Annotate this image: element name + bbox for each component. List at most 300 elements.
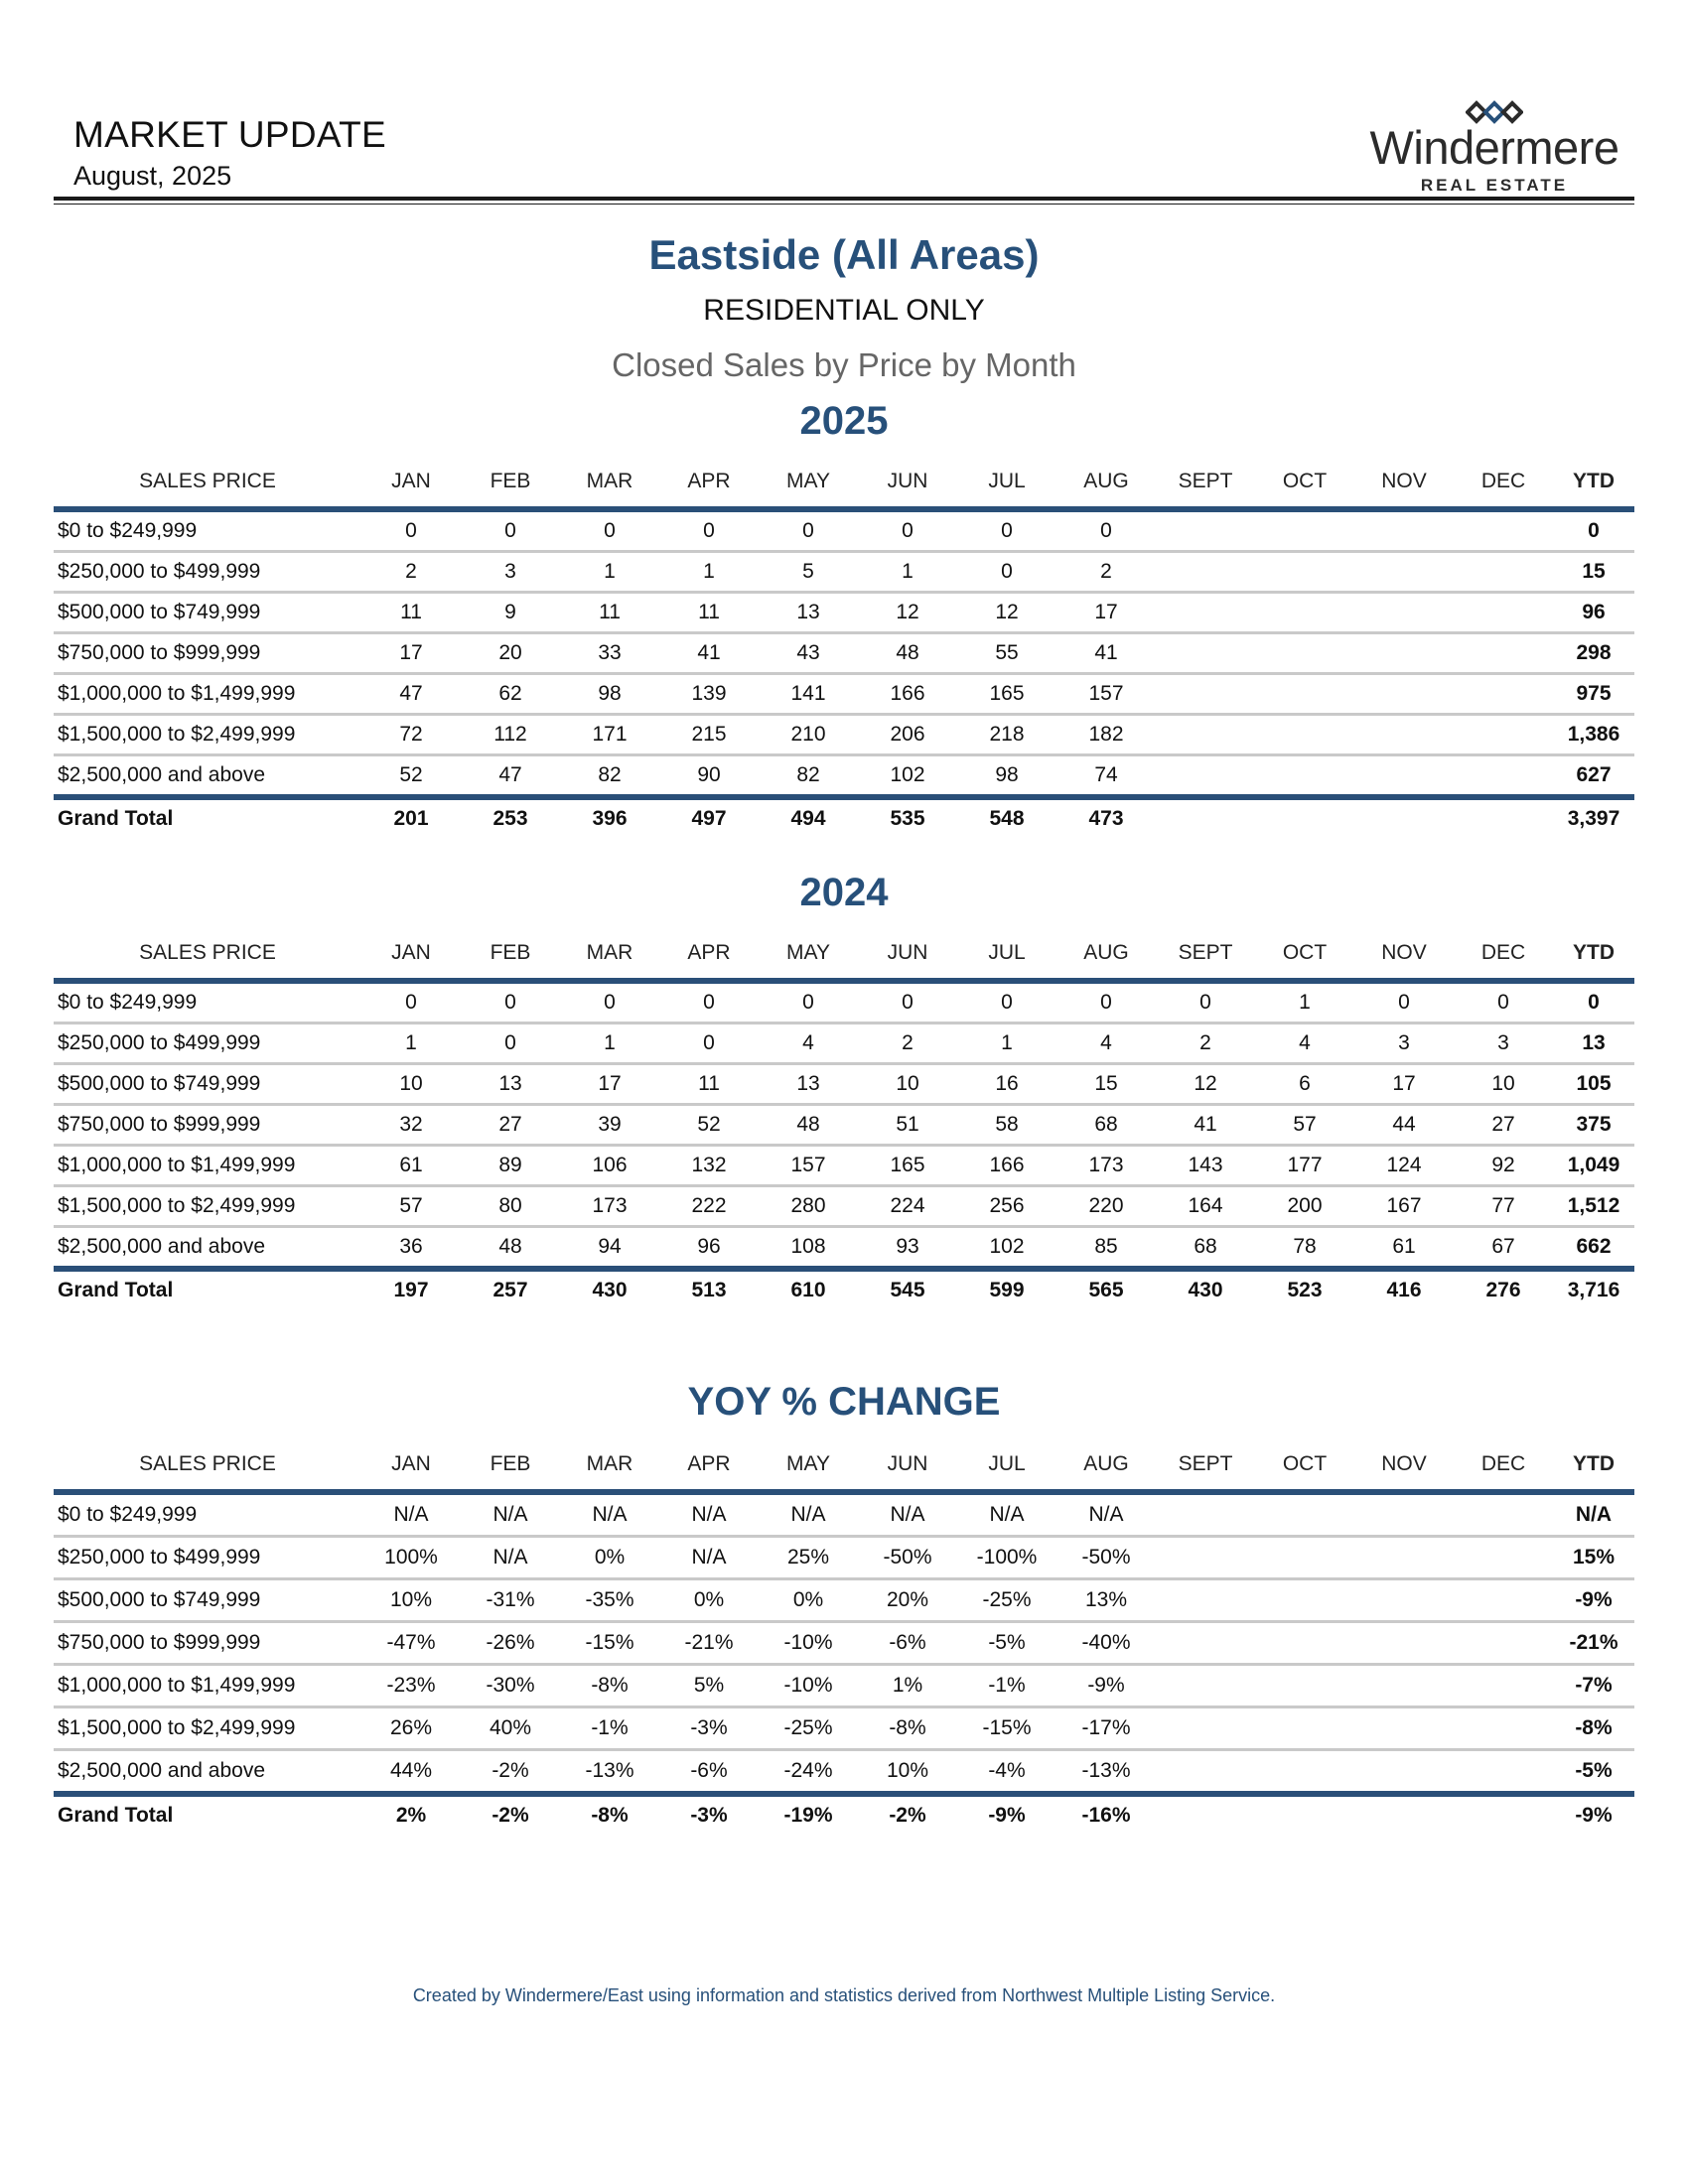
price-range-label: $1,000,000 to $1,499,999	[54, 674, 361, 715]
table-cell: 10	[858, 1064, 957, 1105]
grand-total-cell: -19%	[783, 1804, 833, 1827]
table-cell: 0	[1354, 981, 1454, 1024]
price-range-label: $750,000 to $999,999	[54, 633, 361, 674]
table-cell: -25%	[759, 1707, 858, 1750]
table-cell: 4	[1056, 1024, 1156, 1064]
table-cell: -25%	[957, 1579, 1056, 1622]
table-cell	[1354, 1622, 1454, 1665]
table-cell: 47	[361, 674, 461, 715]
grand-total-cell: -8%	[591, 1804, 629, 1827]
table-cell	[1354, 509, 1454, 552]
table-cell: 171	[560, 715, 659, 755]
grand-total-cell: 201	[393, 807, 429, 830]
column-header-jun: JUN	[858, 928, 957, 981]
table-cell	[1354, 1537, 1454, 1579]
table-cell	[1354, 1707, 1454, 1750]
column-header-jun: JUN	[858, 457, 957, 509]
table-cell	[1354, 755, 1454, 798]
grand-total-cell: 545	[890, 1279, 925, 1301]
table-row	[54, 509, 1634, 552]
column-header-nov: NOV	[1354, 457, 1454, 509]
table-cell: -21%	[659, 1622, 759, 1665]
ytd-cell: -5%	[1553, 1750, 1634, 1795]
column-header-oct: OCT	[1255, 457, 1354, 509]
table-cell	[1454, 633, 1553, 674]
sales-table-2024	[54, 928, 1634, 1309]
ytd-cell: 975	[1553, 674, 1634, 715]
table-cell: 51	[858, 1105, 957, 1146]
table-cell: 0	[659, 981, 759, 1024]
yoy-change-table	[54, 1439, 1634, 1835]
table-cell: 10%	[361, 1579, 461, 1622]
table-cell	[1354, 1750, 1454, 1795]
header-row	[54, 457, 1634, 509]
table-cell: 1	[560, 552, 659, 593]
price-range-label: $1,500,000 to $2,499,999	[54, 1186, 361, 1227]
column-header-apr: APR	[659, 1439, 759, 1492]
report-header	[54, 114, 1634, 208]
table-cell: -24%	[759, 1750, 858, 1795]
table-cell: 5	[759, 552, 858, 593]
table-cell	[1156, 509, 1255, 552]
table-cell: 2	[858, 1024, 957, 1064]
table-cell: 47	[461, 755, 560, 798]
grand-total-row	[54, 797, 1634, 838]
table-cell: -50%	[858, 1537, 957, 1579]
table-cell: 52	[659, 1105, 759, 1146]
table-cell: 48	[759, 1105, 858, 1146]
table-cell: 82	[759, 755, 858, 798]
ytd-cell: 0	[1553, 509, 1634, 552]
table-row	[54, 552, 1634, 593]
table-cell: 3	[1354, 1024, 1454, 1064]
table-cell: 6	[1255, 1064, 1354, 1105]
grand-total-cell: 430	[592, 1279, 628, 1301]
table-cell: -13%	[1056, 1750, 1156, 1795]
ytd-cell: N/A	[1553, 1492, 1634, 1537]
table-cell: 58	[957, 1105, 1056, 1146]
grand-total-cell: 430	[1188, 1279, 1223, 1301]
table-cell	[1156, 1622, 1255, 1665]
ytd-cell: 0	[1553, 981, 1634, 1024]
table-cell: 74	[1056, 755, 1156, 798]
table-cell: 200	[1255, 1186, 1354, 1227]
table-cell: 3	[1454, 1024, 1553, 1064]
table-cell: 48	[461, 1227, 560, 1270]
table-row	[54, 1024, 1634, 1064]
price-range-label: $1,500,000 to $2,499,999	[54, 1707, 361, 1750]
grand-total-cell: -3%	[690, 1804, 728, 1827]
column-header-ytd: YTD	[1553, 457, 1634, 509]
ytd-cell: 298	[1553, 633, 1634, 674]
table-cell	[1255, 674, 1354, 715]
column-header-jan: JAN	[361, 1439, 461, 1492]
table-cell: 0%	[659, 1579, 759, 1622]
table-cell: 98	[957, 755, 1056, 798]
table-cell: 15	[1056, 1064, 1156, 1105]
table-cell: 11	[659, 593, 759, 633]
table-cell: 67	[1454, 1227, 1553, 1270]
table-cell: -26%	[461, 1622, 560, 1665]
table-row	[54, 1750, 1634, 1795]
grand-total-cell: -9%	[988, 1804, 1026, 1827]
table-row	[54, 755, 1634, 798]
table-cell: 0	[560, 981, 659, 1024]
table-cell: 1	[659, 552, 759, 593]
table-cell: 41	[659, 633, 759, 674]
table-cell: 13	[759, 1064, 858, 1105]
table-cell: N/A	[659, 1492, 759, 1537]
price-range-label: $2,500,000 and above	[54, 755, 361, 798]
price-range-label: $500,000 to $749,999	[54, 1579, 361, 1622]
table-cell	[1156, 1707, 1255, 1750]
table-cell: 164	[1156, 1186, 1255, 1227]
header-rule	[54, 197, 1634, 201]
table-cell	[1354, 1579, 1454, 1622]
table-cell	[1354, 633, 1454, 674]
grand-total-cell	[1454, 1794, 1553, 1835]
table-cell: 0	[461, 509, 560, 552]
grand-total-cell: 253	[492, 807, 528, 830]
table-cell: 13%	[1056, 1579, 1156, 1622]
table-cell	[1156, 674, 1255, 715]
grand-total-cell: 276	[1485, 1279, 1521, 1301]
column-header-dec: DEC	[1454, 928, 1553, 981]
column-header-dec: DEC	[1454, 457, 1553, 509]
table-cell: 1	[560, 1024, 659, 1064]
table-cell: 210	[759, 715, 858, 755]
price-range-label: $250,000 to $499,999	[54, 552, 361, 593]
grand-total-cell: 523	[1287, 1279, 1323, 1301]
grand-total-cell	[1454, 797, 1553, 838]
table-cell: 0	[759, 981, 858, 1024]
column-header-may: MAY	[759, 928, 858, 981]
grand-total-label: Grand Total	[58, 1804, 174, 1827]
table-cell: -30%	[461, 1665, 560, 1707]
grand-total-cell: 513	[691, 1279, 727, 1301]
ytd-cell: -7%	[1553, 1665, 1634, 1707]
price-range-label: $500,000 to $749,999	[54, 1064, 361, 1105]
table-cell: 124	[1354, 1146, 1454, 1186]
table-cell: 157	[1056, 674, 1156, 715]
table-cell	[1255, 1579, 1354, 1622]
grand-total-cell: 2%	[395, 1804, 427, 1827]
table-cell: 102	[858, 755, 957, 798]
column-header-may: MAY	[759, 1439, 858, 1492]
table-cell: -9%	[1056, 1665, 1156, 1707]
grand-total-cell: 3,716	[1567, 1279, 1620, 1301]
table-cell: 10	[361, 1064, 461, 1105]
windermere-logo	[1360, 98, 1628, 198]
table-cell	[1156, 1579, 1255, 1622]
table-cell: 157	[759, 1146, 858, 1186]
table-cell: 102	[957, 1227, 1056, 1270]
table-cell: 0%	[560, 1537, 659, 1579]
table-cell: -100%	[957, 1537, 1056, 1579]
table-cell	[1255, 633, 1354, 674]
table-cell: 72	[361, 715, 461, 755]
ytd-cell: 1,049	[1553, 1146, 1634, 1186]
table-cell: 5%	[659, 1665, 759, 1707]
footer-note: Created by Windermere/East using information and statistics derived from Northwest Multiple Listing Service.	[412, 1985, 1276, 2005]
table-cell: 26%	[361, 1707, 461, 1750]
table-cell: 4	[759, 1024, 858, 1064]
table-cell: 0	[560, 509, 659, 552]
column-header-feb: FEB	[461, 457, 560, 509]
table-cell: 112	[461, 715, 560, 755]
logo-subtitle: REAL ESTATE	[1420, 176, 1569, 195]
ytd-cell: -21%	[1553, 1622, 1634, 1665]
table-cell: 0	[1156, 981, 1255, 1024]
column-header-sept: SEPT	[1156, 928, 1255, 981]
column-header-apr: APR	[659, 457, 759, 509]
table-cell	[1454, 1537, 1553, 1579]
table-cell: 139	[659, 674, 759, 715]
table-cell: -10%	[759, 1622, 858, 1665]
table-cell: 177	[1255, 1146, 1354, 1186]
table-cell: 27	[1454, 1105, 1553, 1146]
table-cell: 12	[957, 593, 1056, 633]
table-row	[54, 1186, 1634, 1227]
table-cell: -6%	[858, 1622, 957, 1665]
table-cell: 55	[957, 633, 1056, 674]
table-cell: 132	[659, 1146, 759, 1186]
table-cell: 13	[461, 1064, 560, 1105]
table-cell	[1454, 1665, 1553, 1707]
table-cell: 62	[461, 674, 560, 715]
table-cell	[1156, 755, 1255, 798]
table-cell: -8%	[560, 1665, 659, 1707]
column-header-mar: MAR	[560, 457, 659, 509]
grand-total-cell: -16%	[1081, 1804, 1131, 1827]
table-cell	[1255, 509, 1354, 552]
column-header-ytd: YTD	[1553, 1439, 1634, 1492]
table-row	[54, 1707, 1634, 1750]
table-cell: 182	[1056, 715, 1156, 755]
table-cell: -47%	[361, 1622, 461, 1665]
table-cell: 78	[1255, 1227, 1354, 1270]
table-cell: 41	[1056, 633, 1156, 674]
table-row	[54, 1622, 1634, 1665]
table-row	[54, 1537, 1634, 1579]
ytd-cell: 105	[1553, 1064, 1634, 1105]
table-cell: -23%	[361, 1665, 461, 1707]
table-cell: N/A	[560, 1492, 659, 1537]
table-cell: 2	[1056, 552, 1156, 593]
table-cell	[1354, 552, 1454, 593]
table-cell	[1454, 674, 1553, 715]
table-cell: N/A	[461, 1492, 560, 1537]
table-cell: 0	[461, 1024, 560, 1064]
table-cell: 0	[957, 552, 1056, 593]
table-cell	[1354, 593, 1454, 633]
table-cell: 280	[759, 1186, 858, 1227]
table-title-yoy: YOY % CHANGE	[687, 1380, 1001, 1424]
table-cell: 92	[1454, 1146, 1553, 1186]
table-cell: 1	[361, 1024, 461, 1064]
header-row	[54, 1439, 1634, 1492]
table-cell: 98	[560, 674, 659, 715]
column-header-apr: APR	[659, 928, 759, 981]
table-cell: 166	[858, 674, 957, 715]
grand-total-row	[54, 1794, 1634, 1835]
grand-total-cell: 473	[1088, 807, 1124, 830]
table-cell: 48	[858, 633, 957, 674]
table-cell: -15%	[560, 1622, 659, 1665]
table-cell: 0	[1454, 981, 1553, 1024]
table-cell: 93	[858, 1227, 957, 1270]
table-cell	[1156, 715, 1255, 755]
table-cell: 0	[1056, 509, 1156, 552]
table-cell: 1	[1255, 981, 1354, 1024]
column-header-sales-price: SALES PRICE	[54, 928, 361, 981]
table-cell: 61	[1354, 1227, 1454, 1270]
table-cell: 173	[560, 1186, 659, 1227]
table-cell: 25%	[759, 1537, 858, 1579]
grand-total-cell	[1255, 1794, 1354, 1835]
table-cell: 85	[1056, 1227, 1156, 1270]
table-row	[54, 981, 1634, 1024]
table-cell: 0	[659, 1024, 759, 1064]
table-cell: 222	[659, 1186, 759, 1227]
ytd-cell: 627	[1553, 755, 1634, 798]
grand-total-label: Grand Total	[58, 807, 174, 830]
column-header-dec: DEC	[1454, 1439, 1553, 1492]
table-row	[54, 674, 1634, 715]
header-row	[54, 928, 1634, 981]
table-cell: 0	[759, 509, 858, 552]
table-cell: 141	[759, 674, 858, 715]
table-row	[54, 1492, 1634, 1537]
table-cell	[1156, 1492, 1255, 1537]
grand-total-cell	[1255, 797, 1354, 838]
table-cell: 0	[858, 509, 957, 552]
table-cell: 57	[361, 1186, 461, 1227]
grand-total-label: Grand Total	[58, 1279, 174, 1301]
column-header-ytd: YTD	[1553, 928, 1634, 981]
table-cell	[1354, 715, 1454, 755]
grand-total-cell: 257	[492, 1279, 528, 1301]
ytd-cell: 15%	[1553, 1537, 1634, 1579]
table-cell: 2	[361, 552, 461, 593]
scope-label: RESIDENTIAL ONLY	[703, 294, 985, 327]
table-cell: 89	[461, 1146, 560, 1186]
table-row	[54, 1146, 1634, 1186]
ytd-cell: 96	[1553, 593, 1634, 633]
table-cell	[1156, 1537, 1255, 1579]
column-header-sept: SEPT	[1156, 457, 1255, 509]
table-cell: 9	[461, 593, 560, 633]
table-cell: -13%	[560, 1750, 659, 1795]
table-cell	[1454, 1750, 1553, 1795]
grand-total-cell: 548	[989, 807, 1025, 830]
column-header-sales-price: SALES PRICE	[54, 1439, 361, 1492]
table-cell: 27	[461, 1105, 560, 1146]
table-cell: 0	[957, 981, 1056, 1024]
table-cell: N/A	[361, 1492, 461, 1537]
grand-total-cell: 565	[1088, 1279, 1124, 1301]
table-cell	[1354, 1665, 1454, 1707]
table-row	[54, 1579, 1634, 1622]
price-range-label: $0 to $249,999	[54, 981, 361, 1024]
table-cell	[1454, 715, 1553, 755]
grand-total-cell: 396	[592, 807, 628, 830]
table-cell: 43	[759, 633, 858, 674]
table-cell: 20	[461, 633, 560, 674]
table-cell	[1156, 593, 1255, 633]
table-cell: N/A	[759, 1492, 858, 1537]
ytd-cell: 1,512	[1553, 1186, 1634, 1227]
price-range-label: $1,000,000 to $1,499,999	[54, 1665, 361, 1707]
table-cell: 17	[1354, 1064, 1454, 1105]
grand-total-cell: 3,397	[1567, 807, 1620, 830]
grand-total-cell	[1354, 1794, 1454, 1835]
table-cell	[1454, 593, 1553, 633]
column-header-jun: JUN	[858, 1439, 957, 1492]
table-cell: 32	[361, 1105, 461, 1146]
price-range-label: $2,500,000 and above	[54, 1750, 361, 1795]
column-header-aug: AUG	[1056, 928, 1156, 981]
column-header-nov: NOV	[1354, 928, 1454, 981]
table-cell	[1454, 1707, 1553, 1750]
ytd-cell: -8%	[1553, 1707, 1634, 1750]
table-cell: 2	[1156, 1024, 1255, 1064]
table-cell: 256	[957, 1186, 1056, 1227]
header-rule-thin	[54, 204, 1634, 205]
table-cell: 224	[858, 1186, 957, 1227]
grand-total-cell	[1156, 1794, 1255, 1835]
table-cell: N/A	[461, 1537, 560, 1579]
table-cell	[1156, 552, 1255, 593]
table-cell: 44	[1354, 1105, 1454, 1146]
grand-total-cell: 535	[890, 807, 925, 830]
table-cell: 44%	[361, 1750, 461, 1795]
table-cell: 80	[461, 1186, 560, 1227]
column-header-aug: AUG	[1056, 1439, 1156, 1492]
grand-total-cell: 610	[790, 1279, 826, 1301]
market-update-title: MARKET UPDATE	[73, 114, 387, 155]
table-cell: 0	[957, 509, 1056, 552]
table-cell: 166	[957, 1146, 1056, 1186]
price-range-label: $0 to $249,999	[54, 509, 361, 552]
table-cell: 0%	[759, 1579, 858, 1622]
table-cell: -1%	[957, 1665, 1056, 1707]
grand-total-cell: -2%	[889, 1804, 926, 1827]
price-range-label: $250,000 to $499,999	[54, 1537, 361, 1579]
grand-total-cell: 416	[1386, 1279, 1422, 1301]
report-subtitle: Closed Sales by Price by Month	[612, 346, 1076, 383]
table-cell	[1354, 1492, 1454, 1537]
table-row	[54, 1665, 1634, 1707]
ytd-cell: -9%	[1553, 1579, 1634, 1622]
table-row	[54, 715, 1634, 755]
table-cell: 96	[659, 1227, 759, 1270]
table-cell: 13	[759, 593, 858, 633]
table-cell: -31%	[461, 1579, 560, 1622]
table-cell: 77	[1454, 1186, 1553, 1227]
table-cell	[1255, 593, 1354, 633]
grand-total-cell	[1354, 797, 1454, 838]
table-row	[54, 1064, 1634, 1105]
table-cell: 100%	[361, 1537, 461, 1579]
table-cell: 106	[560, 1146, 659, 1186]
table-cell: -4%	[957, 1750, 1056, 1795]
grand-total-cell: 599	[989, 1279, 1025, 1301]
table-cell: -1%	[560, 1707, 659, 1750]
price-range-label: $750,000 to $999,999	[54, 1105, 361, 1146]
table-cell: 17	[560, 1064, 659, 1105]
table-cell: -40%	[1056, 1622, 1156, 1665]
